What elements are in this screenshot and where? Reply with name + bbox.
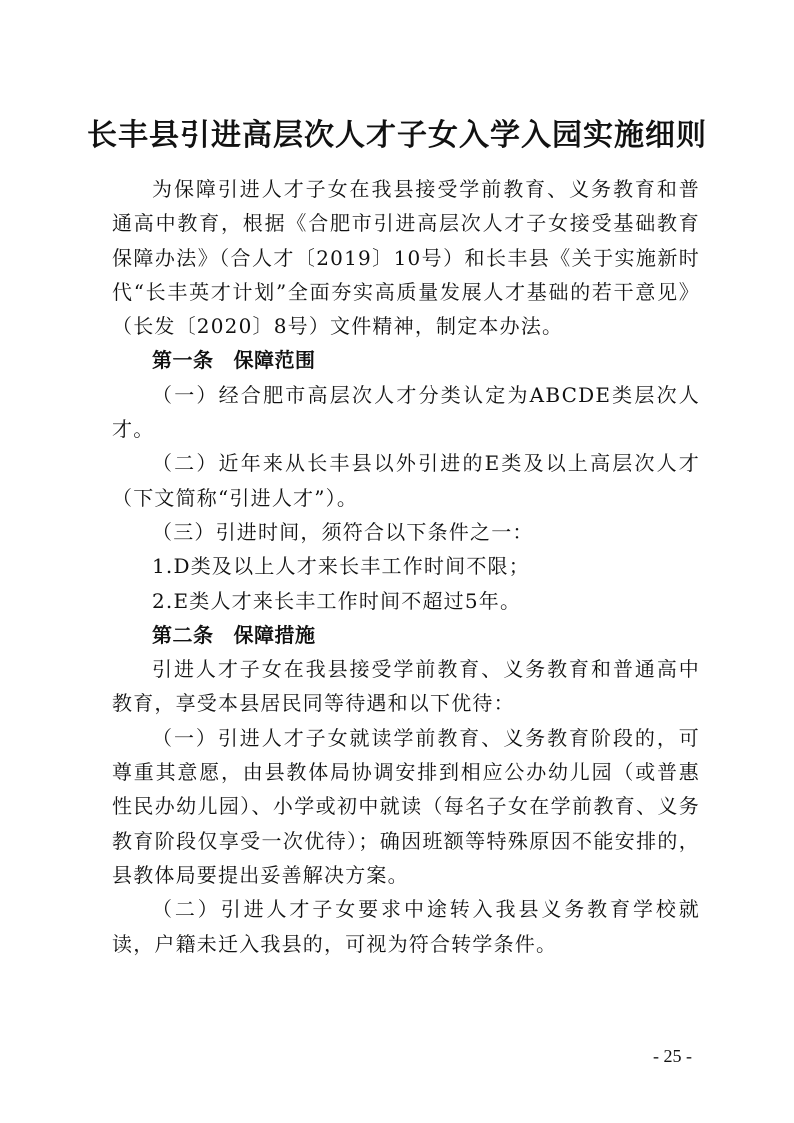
document-title: 长丰县引进高层次人才子女入学入园实施细则 [87,118,707,154]
article-1-condition-1: 1.D类及以上人才来长丰工作时间不限； [152,554,530,579]
article-1-number: 第一条 [152,348,214,373]
article-1-item-3: （三）引进时间，须符合以下条件之一： [152,519,534,544]
article-1-condition-2: 2.E类人才来长丰工作时间不超过5年。 [152,588,522,613]
article-1-title: 保障范围 [233,348,316,373]
article-2-paragraph-2: （一）引进人才子女就读学前教育、义务教育阶段的，可尊重其意愿，由县教体局协调安排到相应公办幼儿园（或普惠性民办幼儿园）、小学或初中就读（每名子女在学前教育、义务教育阶段仅享受一次优待）；确因班额等特殊原因不能安排的，县教体局要提出妥善解决方案。 [112,725,700,887]
article-2-number: 第二条 [152,622,214,647]
intro-paragraph: 为保障引进人才子女在我县接受学前教育、义务教育和普通高中教育，根据《合肥市引进高层次人才子女接受基础教育保障办法》（合人才〔2019〕10号）和长丰县《关于实施新时代“长丰英才计划”全面夯实高质量发展人才基础的若干意见》（长发〔2020〕8号）文件精神，制定本办法。 [112,177,700,339]
article-2-paragraph-1: 引进人才子女在我县接受学前教育、义务教育和普通高中教育，享受本县居民同等待遇和以下优待： [112,657,700,716]
article-1-item-1: （一）经合肥市高层次人才分类认定为ABCDE类层次人才。 [112,382,700,442]
article-2-paragraph-3: （二）引进人才子女要求中途转入我县义务教育学校就读，户籍未迁入我县的，可视为符合转学条件。 [112,897,700,956]
document-body [112,172,700,961]
page-number: - 25 - [653,1046,692,1066]
article-1-heading [112,343,700,377]
article-2-title: 保障措施 [233,622,316,647]
article-1-item-2: （二）近年来从长丰县以外引进的E类及以上高层次人才（下文简称“引进人才”）。 [112,451,700,510]
article-2-heading [112,618,700,652]
